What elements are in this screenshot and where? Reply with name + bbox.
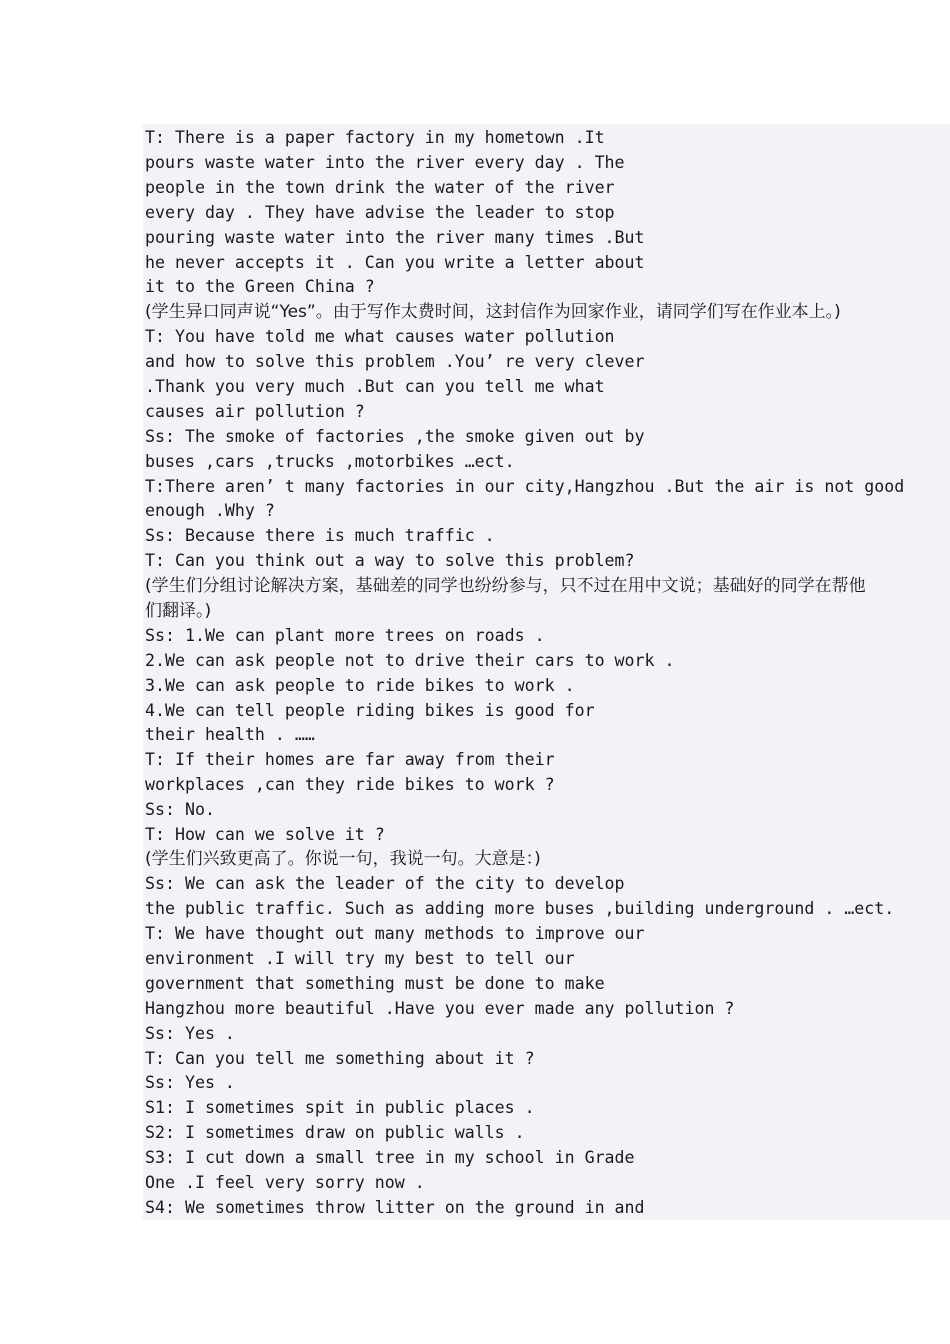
text-line: people in the town drink the water of the river xyxy=(145,178,615,197)
text-line-note: 们翻译。) xyxy=(145,601,212,621)
text-line: T: How can we solve it ? xyxy=(145,825,385,844)
text-line: Ss: Because there is much traffic . xyxy=(145,526,495,545)
text-line: T: If their homes are far away from their xyxy=(145,750,555,769)
text-line: the public traffic. Such as adding more buses ,building underground . …ect. xyxy=(145,899,895,918)
text-line: One .I feel very sorry now . xyxy=(145,1173,425,1192)
text-line: Ss: We can ask the leader of the city to develop xyxy=(145,874,625,893)
text-line: S4: We sometimes throw litter on the ground in and xyxy=(145,1198,645,1217)
text-line: Ss: Yes . xyxy=(145,1024,235,1043)
text-line: government that something must be done to make xyxy=(145,974,605,993)
text-line: S2: I sometimes draw on public walls . xyxy=(145,1123,525,1142)
text-line: T:There aren’ t many factories in our city,Hangzhou .But the air is not good xyxy=(145,477,905,496)
text-line-note: (学生们兴致更高了。你说一句，我说一句。大意是：) xyxy=(145,849,541,869)
text-line: 4.We can tell people riding bikes is good for xyxy=(145,701,595,720)
text-line: .Thank you very much .But can you tell me what xyxy=(145,377,605,396)
text-line: it to the Green China ? xyxy=(145,277,375,296)
text-line: he never accepts it . Can you write a letter about xyxy=(145,253,645,272)
text-line: workplaces ,can they ride bikes to work ? xyxy=(145,775,555,794)
text-line: S3: I cut down a small tree in my school in Grade xyxy=(145,1148,635,1167)
text-line: enough .Why ? xyxy=(145,501,275,520)
document-text-block xyxy=(143,124,950,1220)
text-line: Ss: Yes . xyxy=(145,1073,235,1092)
text-line-note: (学生异口同声说“Yes”。由于写作太费时间，这封信作为回家作业，请同学们写在作业本上。) xyxy=(145,302,841,322)
text-line: Hangzhou more beautiful .Have you ever made any pollution ? xyxy=(145,999,735,1018)
text-line-note: (学生们分组讨论解决方案，基础差的同学也纷纷参与，只不过在用中文说；基础好的同学在帮他 xyxy=(145,576,866,596)
text-line: every day . They have advise the leader to stop xyxy=(145,203,615,222)
text-line: environment .I will try my best to tell our xyxy=(145,949,575,968)
text-line: S1: I sometimes spit in public places . xyxy=(145,1098,535,1117)
text-line: T: You have told me what causes water pollution xyxy=(145,327,615,346)
text-line: T: Can you tell me something about it ? xyxy=(145,1049,535,1068)
text-line: Ss: The smoke of factories ,the smoke given out by xyxy=(145,427,645,446)
text-line: T: We have thought out many methods to improve our xyxy=(145,924,645,943)
text-line: 3.We can ask people to ride bikes to work . xyxy=(145,676,575,695)
text-line: pours waste water into the river every day . The xyxy=(145,153,625,172)
text-line: Ss: No. xyxy=(145,800,215,819)
text-line: T: Can you think out a way to solve this problem? xyxy=(145,551,635,570)
text-line: 2.We can ask people not to drive their cars to work . xyxy=(145,651,675,670)
text-line: and how to solve this problem .You’ re very clever xyxy=(145,352,645,371)
text-line: Ss: 1.We can plant more trees on roads . xyxy=(145,626,545,645)
text-line: their health . …… xyxy=(145,725,315,744)
text-line: causes air pollution ? xyxy=(145,402,365,421)
text-line: buses ,cars ,trucks ,motorbikes …ect. xyxy=(145,452,515,471)
text-line: pouring waste water into the river many times .But xyxy=(145,228,645,247)
text-line: T: There is a paper factory in my hometown .It xyxy=(145,128,605,147)
